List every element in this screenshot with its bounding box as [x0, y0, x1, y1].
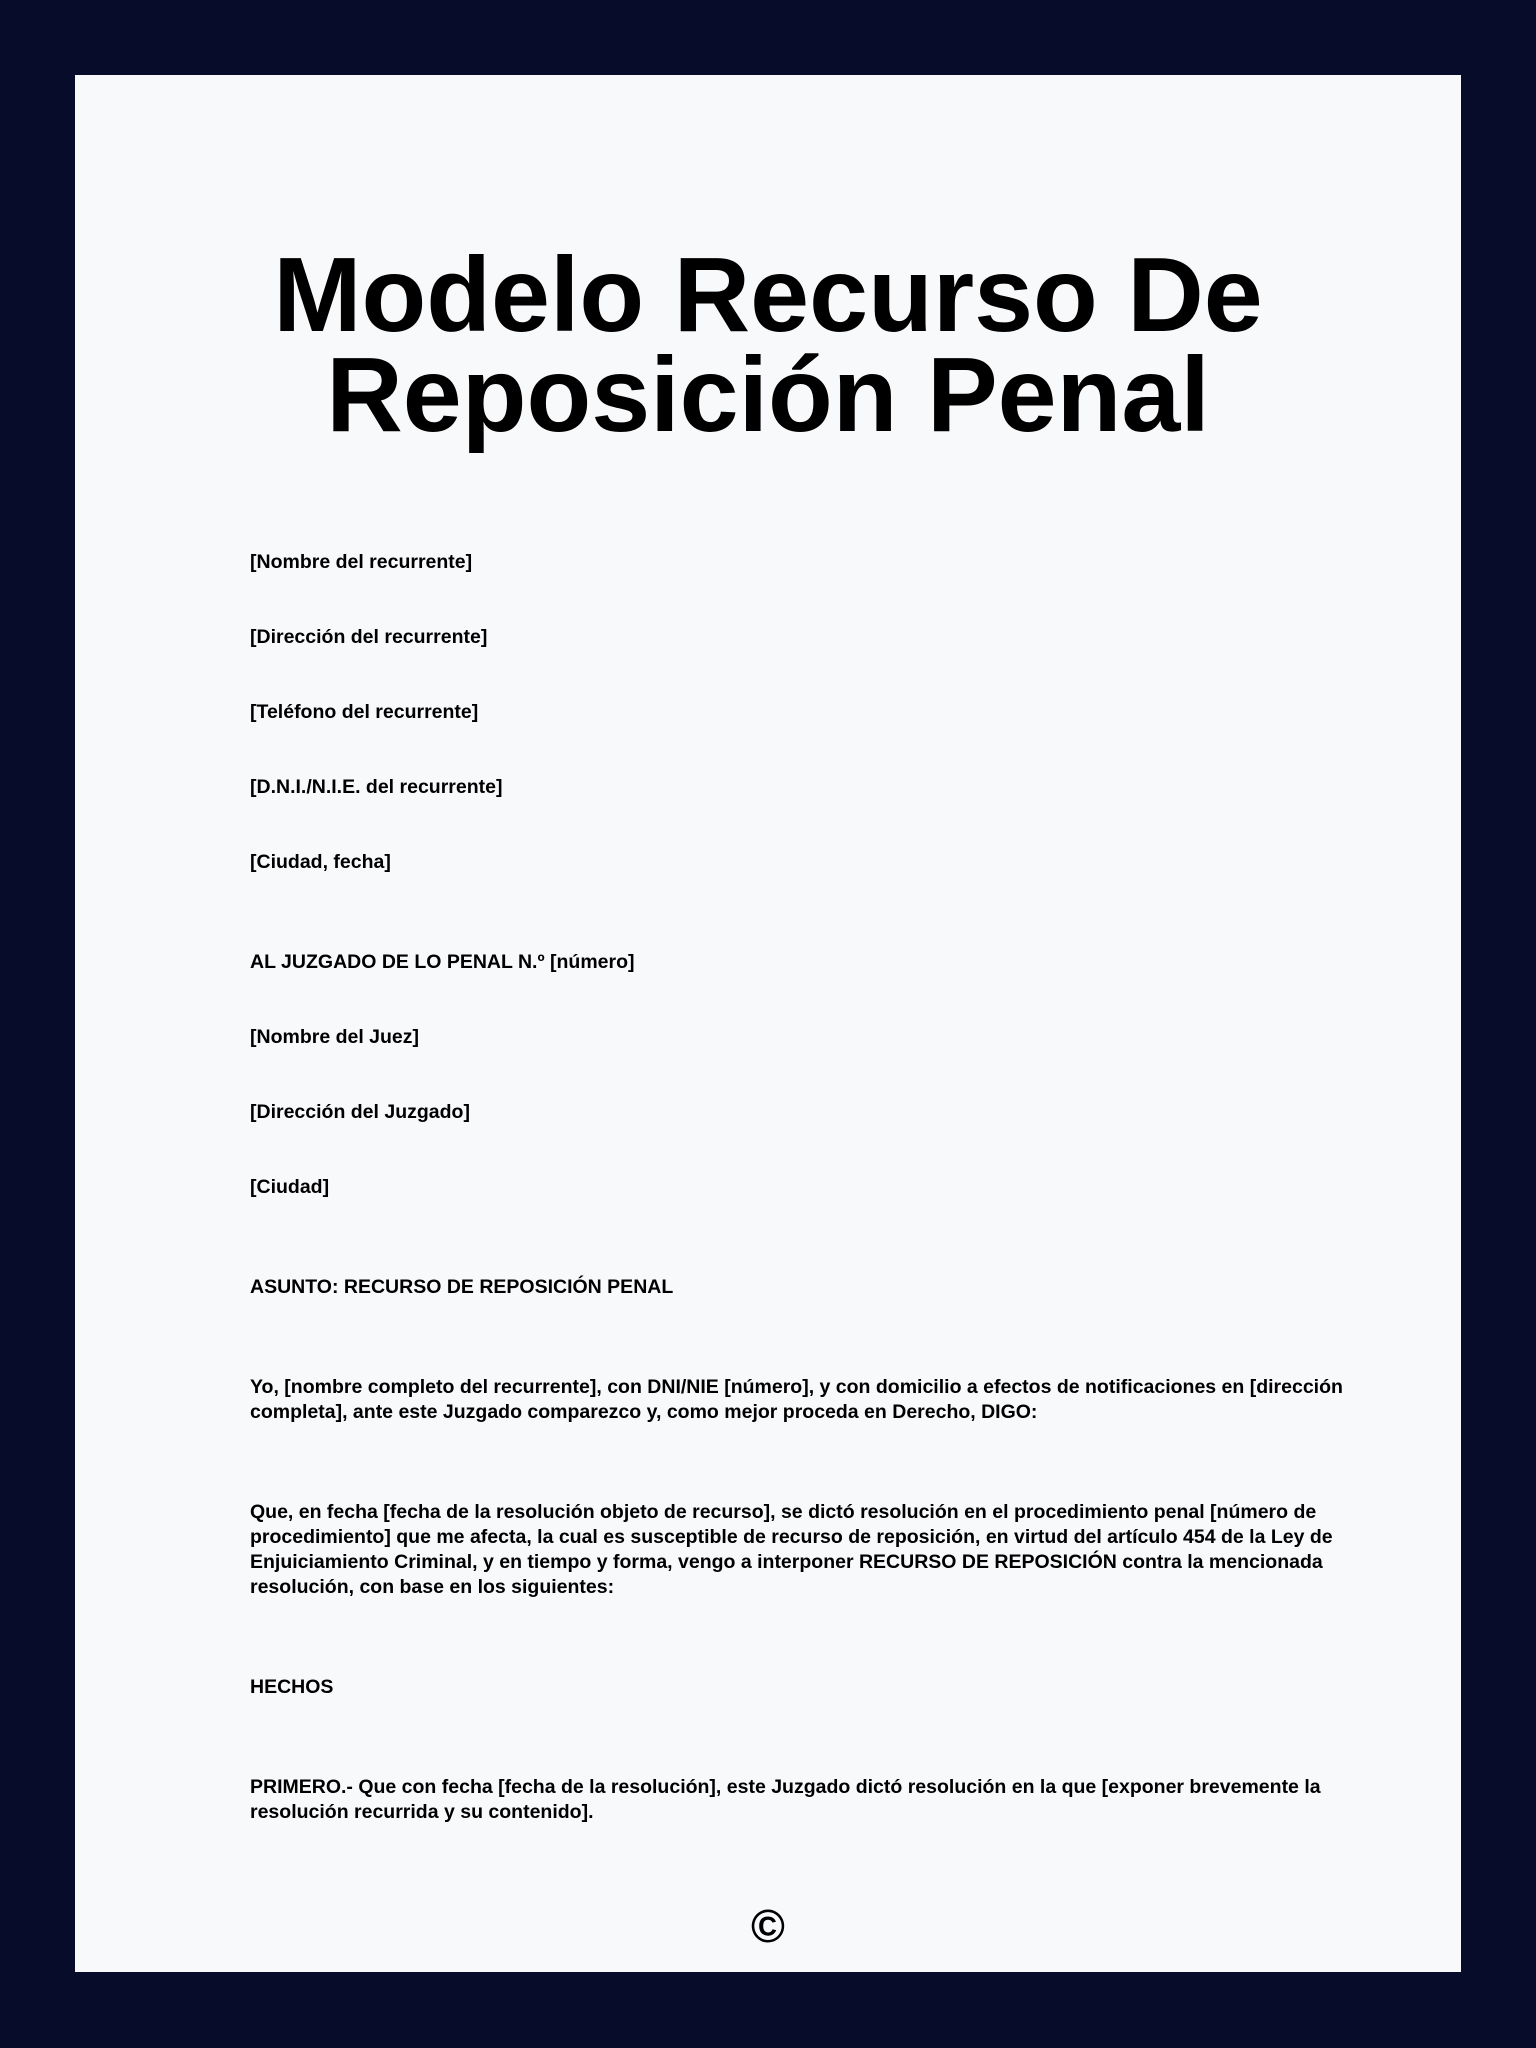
ciudad-juzgado: [Ciudad]: [250, 1176, 330, 1198]
document-title: [75, 236, 1461, 454]
recurrente-direccion: [Dirección del recurrente]: [250, 626, 488, 648]
hechos-heading: HECHOS: [250, 1676, 334, 1698]
nombre-juez: [Nombre del Juez]: [250, 1026, 420, 1048]
primero-paragraph: PRIMERO.- Que con fecha [fecha de la resolución], este Juzgado dictó resolución en la que [exponer brevemente la resolución recurrida y su contenido].: [250, 1776, 1321, 1823]
intro-paragraph: Yo, [nombre completo del recurrente], con DNI/NIE [número], y con domicilio a efectos de notificaciones en [dirección completa], ante este Juzgado comparezco y, como mejor proceda en Derecho, DIGO:: [250, 1376, 1343, 1423]
que-paragraph: Que, en fecha [fecha de la resolución objeto de recurso], se dictó resolución en el procedimiento penal [número de procedimiento] que me afecta, la cual es susceptible de recurso de reposición, en virtud del artículo 454 de la Ley de Enjuiciamiento Criminal, y en tiempo y forma, vengo a interponer RECURSO DE REPOSICIÓN contra la mencionada resolución, con base en los siguientes:: [250, 1501, 1333, 1598]
title-line-1: Modelo Recurso De: [273, 236, 1263, 354]
ciudad-fecha: [Ciudad, fecha]: [250, 851, 391, 873]
recurrente-nombre: [Nombre del recurrente]: [250, 551, 473, 573]
recurrente-dni: [D.N.I./N.I.E. del recurrente]: [250, 776, 503, 798]
asunto-line: ASUNTO: RECURSO DE REPOSICIÓN PENAL: [250, 1276, 674, 1298]
juzgado-destinatario: AL JUZGADO DE LO PENAL N.º [número]: [250, 951, 635, 973]
document-page: [75, 75, 1461, 1972]
direccion-juzgado: [Dirección del Juzgado]: [250, 1101, 470, 1123]
title-line-2: Reposición Penal: [326, 336, 1210, 454]
copyright-icon: ©: [751, 1900, 785, 1952]
recurrente-telefono: [Teléfono del recurrente]: [250, 701, 479, 723]
